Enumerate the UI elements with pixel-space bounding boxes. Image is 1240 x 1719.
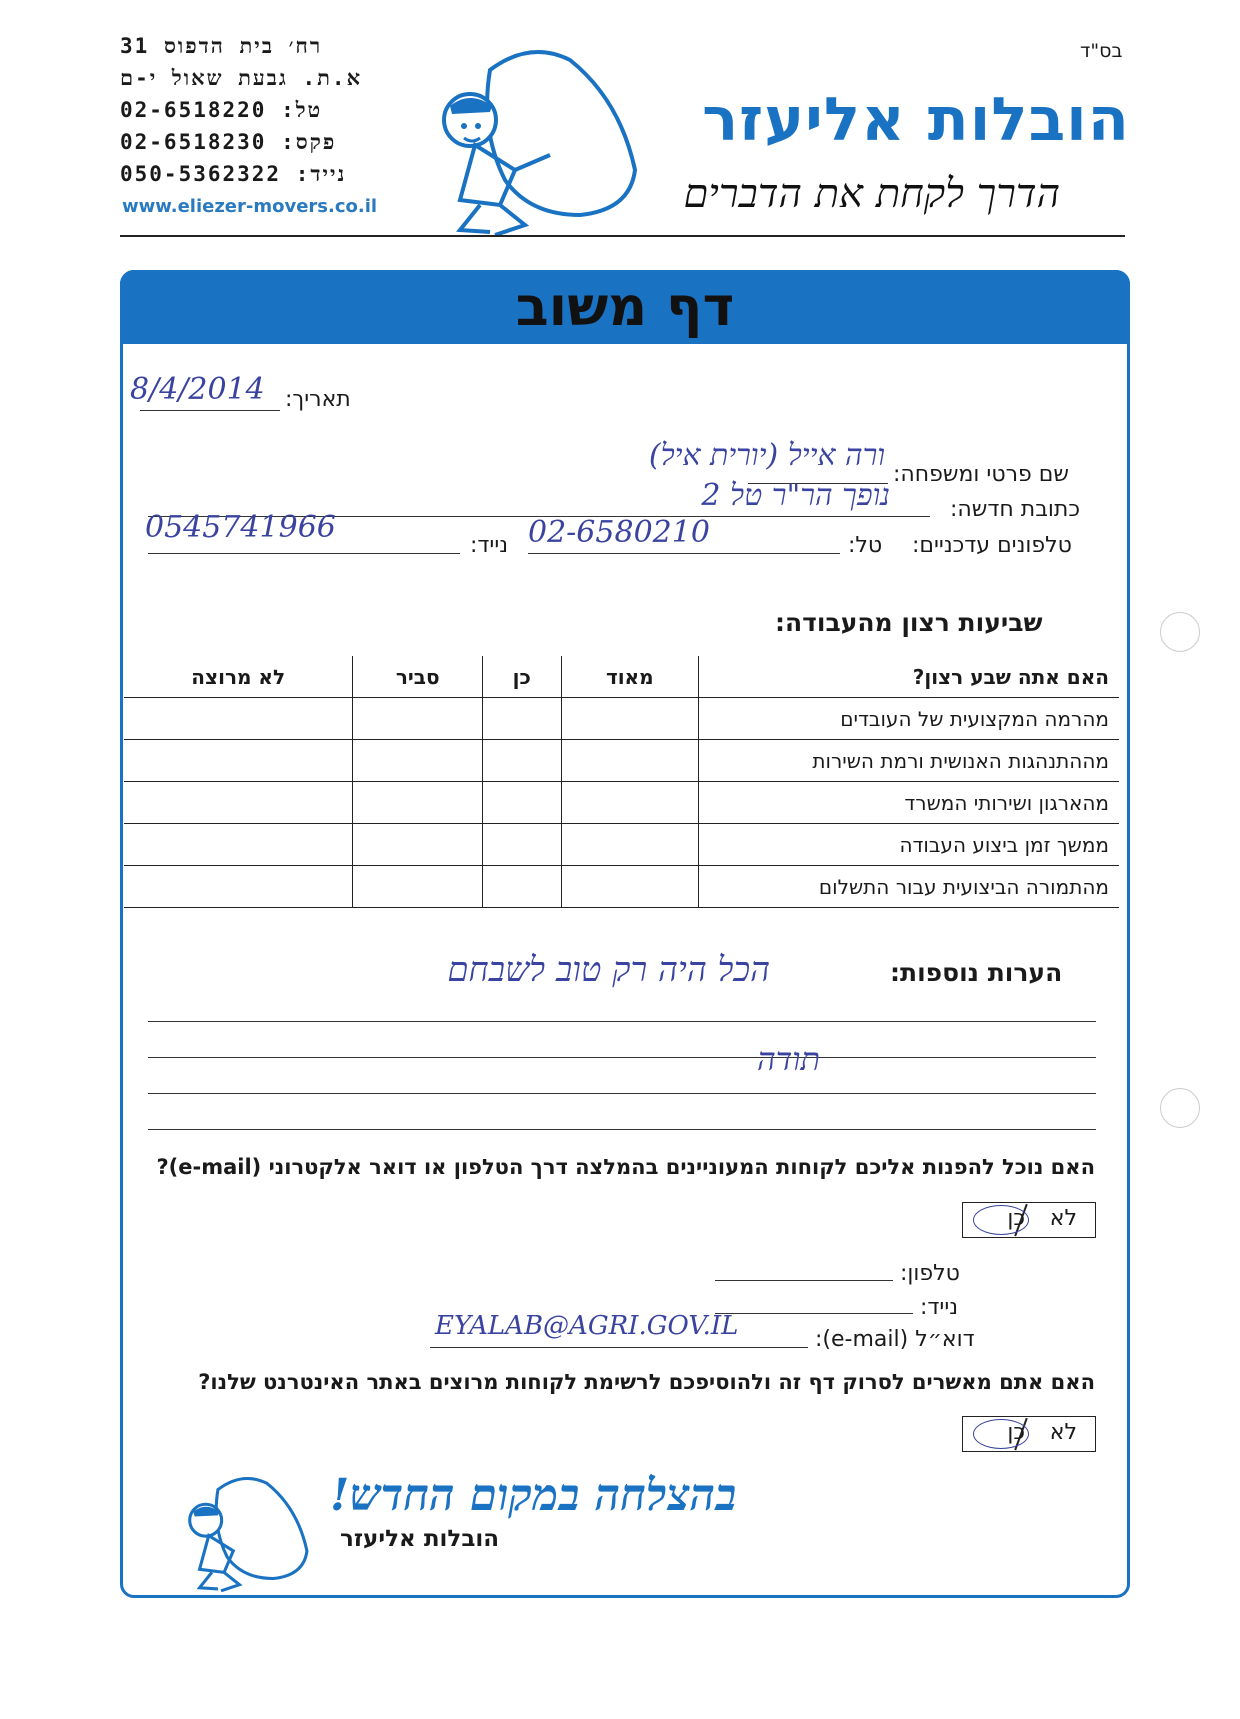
comment-line-1[interactable]: הכל היה רק טוב לשבחם (447, 950, 770, 990)
publish-question: האם אתם מאשרים לסרוק דף זה ולהוסיפכם לרשימת לקוחות מרוצים באתר האינטרנט שלנו? (198, 1370, 1095, 1394)
mover-mascot-icon (420, 40, 640, 240)
referral-yes-option[interactable]: כן (1007, 1206, 1025, 1231)
date-line (140, 410, 280, 411)
satisfaction-heading: שביעות רצון מהעבודה: (775, 608, 1043, 637)
address-street: רח׳ בית הדפוס 31 (120, 34, 323, 58)
rating-cell[interactable] (483, 782, 562, 824)
mover-mascot-icon (175, 1470, 310, 1595)
publish-consent-box[interactable] (962, 1416, 1096, 1452)
rating-cell[interactable] (561, 782, 698, 824)
brand-slogan: הדרך לקחת את הדברים (683, 171, 1060, 217)
row-label: מהתמורה הביצועית עבור התשלום (699, 866, 1120, 908)
footer-wish: בהצלחה במקום החדש! (330, 1470, 737, 1521)
address-label: כתובת חדשה: (950, 497, 1081, 522)
referral-phone-label: טלפון: (900, 1261, 960, 1286)
col-question: האם אתה שבע רצון? (699, 656, 1120, 698)
rating-cell[interactable] (483, 866, 562, 908)
header-fax: פקס: 02-6518230 (120, 130, 337, 154)
website-link[interactable]: www.eliezer-movers.co.il (122, 196, 378, 217)
referral-email-label: דוא״ל (e-mail): (815, 1327, 975, 1352)
rating-cell[interactable] (561, 824, 698, 866)
date-label: תאריך: (285, 387, 351, 412)
row-label: מהארגון ושירותי המשרד (699, 782, 1120, 824)
referral-no-option[interactable]: לא (1049, 1206, 1077, 1231)
referral-consent-box[interactable] (962, 1202, 1096, 1238)
table-row (124, 740, 1119, 782)
rating-cell[interactable] (124, 782, 353, 824)
date-value[interactable]: 8/4/2014 (130, 372, 265, 407)
referral-phone-line (715, 1280, 893, 1281)
address-area: א.ת. גבעת שאול י-ם (120, 66, 363, 90)
phones-label: טלפונים עדכניים: (912, 533, 1072, 558)
yes-circled-mark (973, 1419, 1029, 1449)
rating-cell[interactable] (124, 698, 353, 740)
comment-rule (148, 1129, 1096, 1130)
rating-cell[interactable] (483, 740, 562, 782)
table-row (124, 824, 1119, 866)
row-label: מהרמה המקצועית של העובדים (699, 698, 1120, 740)
rating-cell[interactable] (124, 866, 353, 908)
bsd-mark: בס"ד (1080, 40, 1123, 62)
referral-email-line (430, 1347, 808, 1348)
name-value[interactable]: ורה אייל (יורית איל) (648, 438, 885, 473)
rating-cell[interactable] (124, 824, 353, 866)
footer-brand: הובלות אליעזר (340, 1526, 500, 1552)
comment-rule (148, 1093, 1096, 1094)
rating-cell[interactable] (561, 866, 698, 908)
tel-value[interactable]: 02-6580210 (528, 515, 710, 550)
rating-cell[interactable] (124, 740, 353, 782)
comment-rule (148, 1057, 1096, 1058)
table-row (124, 698, 1119, 740)
tel-label: טל: (848, 533, 883, 558)
rating-cell[interactable] (353, 740, 483, 782)
col-very: מאוד (561, 656, 698, 698)
form-title: דף משוב (515, 275, 735, 338)
mobile-value[interactable]: 0545741966 (145, 510, 336, 545)
table-header-row (124, 656, 1119, 698)
comment-line-2[interactable]: תודה (757, 1040, 820, 1078)
punch-hole (1160, 1088, 1200, 1128)
publish-no-option[interactable]: לא (1049, 1420, 1077, 1445)
rating-cell[interactable] (483, 698, 562, 740)
col-not-satisfied: לא מרוצה (124, 656, 353, 698)
mobile-line (148, 553, 460, 554)
rating-cell[interactable] (353, 698, 483, 740)
name-label: שם פרטי ומשפחה: (893, 462, 1069, 487)
comments-heading: הערות נוספות: (890, 958, 1063, 987)
referral-question: האם נוכל להפנות אליכם לקוחות המעוניינים בהמלצה דרך הטלפון או דואר אלקטרוני (e-mail)? (156, 1155, 1095, 1179)
rating-cell[interactable] (561, 740, 698, 782)
rating-cell[interactable] (561, 698, 698, 740)
referral-mobile-line (715, 1313, 913, 1314)
satisfaction-table (124, 656, 1119, 908)
col-yes: כן (483, 656, 562, 698)
mobile-label: נייד: (470, 533, 509, 558)
rating-cell[interactable] (353, 782, 483, 824)
referral-email-value[interactable]: EYALAB@AGRI.GOV.IL (435, 1311, 739, 1341)
table-row (124, 782, 1119, 824)
tel-line (528, 553, 840, 554)
comment-rule (148, 1021, 1096, 1022)
rating-cell[interactable] (353, 866, 483, 908)
yes-circled-mark (973, 1205, 1029, 1235)
row-label: מההתנהגות האנושית ורמת השירות (699, 740, 1120, 782)
col-reasonable: סביר (353, 656, 483, 698)
publish-yes-option[interactable]: כן (1007, 1420, 1025, 1445)
table-row (124, 866, 1119, 908)
header-mobile: נייד: 050-5362322 (120, 162, 347, 186)
brand-name: הובלות אליעזר (702, 85, 1130, 155)
header-phone: טל: 02-6518220 (120, 98, 323, 122)
address-value[interactable]: נופך הר"ר טל 2 (701, 478, 890, 513)
punch-hole (1160, 612, 1200, 652)
rating-cell[interactable] (483, 824, 562, 866)
header-divider (120, 235, 1125, 237)
row-label: ממשך זמן ביצוע העבודה (699, 824, 1120, 866)
referral-mobile-label: נייד: (920, 1295, 959, 1320)
rating-cell[interactable] (353, 824, 483, 866)
